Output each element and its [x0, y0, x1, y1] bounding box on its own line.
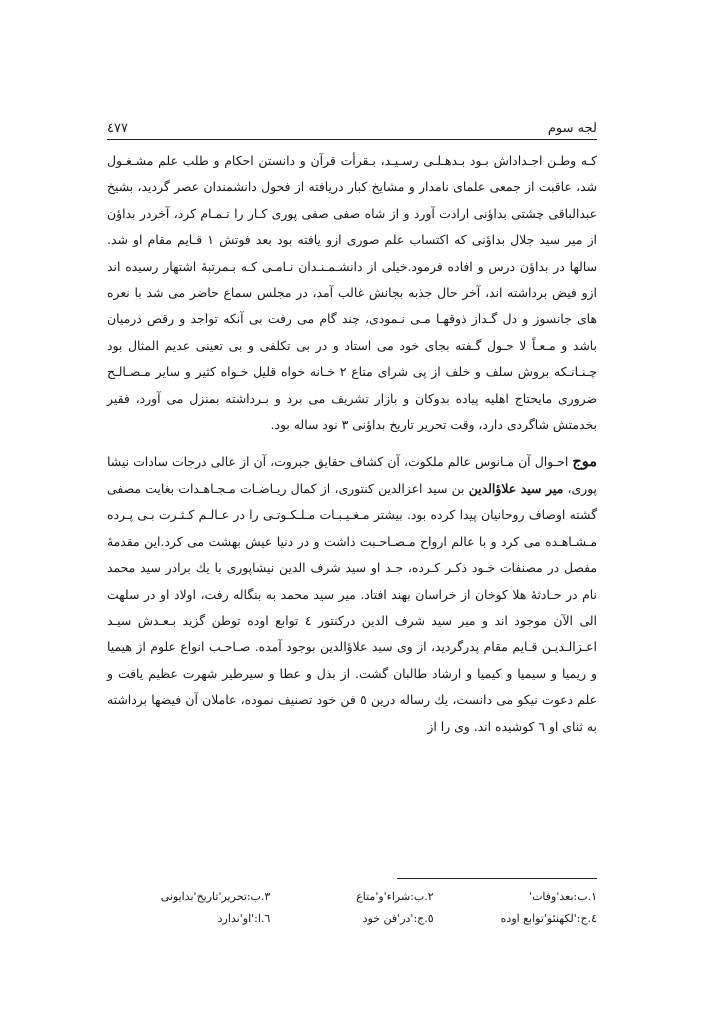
- header-rule: [107, 139, 597, 140]
- paragraph-2-rest: بن سيد اعزالدين كنتورى، از كمال ريـاضـات مـجـاهـدات بغايت مصفى گشته اوصاف روحانيان پيدا كرده بود. بيشتر مـغـيـبـات مـلـكـوتـى را در عـالـم كـثـرت بـى پـرده مـشـاهـده مى كرد و با عالم ارواح مـصـاحـبت داشت و در دنيا عيش بهشت مى كرد.اين مقدمهٔ مفصل در مصنفات خـود ذكـر كـرده، جـد او سيد شرف الدين نيشاپورى با يك برادر سيد محمد نام در حـادثهٔ هلا كوخان از خراسان بهند افتاد. مير سيد محمد به بنگاله رفت، اولاد او در سلهت الى الآن موجود اند و مير سيد شرف الدين دركنتور ٤ توابع اوده توطن گزيد بـعـدش سيـد اعـزالـديـن قـايم مقام پدرگرديد، از وى سيد علاؤالدين بوجود آمده. صـاحـب انواع علوم از هيميا و ريميا و سيميا و كيميا و ارشاد طالبان گشت. از بذل و عطا و سيرطير شهرت عظيم يافت و علم دعوت نيكو مى دانست، يك رساله درين ٥ فن خود تصنيف نموده، عاملان آن فيضها برداشته به ثناى او ٦ كوشيده اند. وى را از: [107, 480, 597, 734]
- paragraph-2-intro: احـوال آن مـانوس عالم ملكوت، آن كشاف حقايق جبروت، آن از عالى درجات سادات نيشا پورى،: [107, 454, 597, 496]
- page-number: ٤٧٧: [107, 121, 128, 136]
- footnote-row: [107, 908, 597, 930]
- footnote: ٦.ا:'او'ندارد: [217, 912, 271, 925]
- footnote-rule: [397, 878, 597, 879]
- highlighted-name: مير سيد علاؤالدين: [468, 480, 564, 496]
- footnote: ٤.ج:'لكهنئو'توابع اوده: [500, 912, 597, 925]
- footnote-row: [107, 886, 597, 908]
- paragraph-2: [107, 449, 597, 739]
- footnote: ١.ب:بعد'وفات': [529, 890, 597, 903]
- paragraph-lead-word: موج: [572, 453, 597, 471]
- footnote: ٥.ج:'در'فن خود: [362, 912, 434, 925]
- running-title: لجه سوم: [547, 121, 597, 136]
- main-text: [107, 148, 597, 740]
- page-header: [107, 112, 597, 136]
- footnotes: [107, 886, 597, 930]
- footnote: ٣.ب:تحرير'تاريخ'بدايونى: [160, 890, 271, 903]
- footnote: ٢.ب:شراء'و'متاع: [356, 890, 434, 903]
- paragraph-1: كـه وطـن اجـداداش بـود بـدهـلـى رسـيـد، بـقرأت قرآن و دانستن احكام و طلب علم مشـغـول شد، عاقبت از جمعى علماى نامدار و مشايخ كبار دريافته از فحول دانشمندان عصر گرديد، بشيخ عبدالباقى چشتى بداؤنى ارادت آورد و از شاه صفى صفى پورى كـار را تـمـام كرد، آخردر بداؤن از مير سيد جلال بداؤنى كه اكتساب علم صورى ازو يافته بود بعد فوتش ١ قـايم مقام او شد. سالها در بداؤن درس و افاده فرمود.خيلى از دانشـمـنـدان نـامـى كـه بـمرتبهٔ اشتهار رسيده اند ازو فيض برداشته اند، آخر حال جذبه بجانش غالب آمد، در مجلس سماع حاضر مى شد با نعره هاى جانسوز و دل گـداز ذوقهـا مـى نـمودى، چند گام مى رفت بى آنكه تواجد و رقص درميان باشد و مـعـاً لا حـول گـفته بجاى خود مى استاد و در بى تكلفى و بى تعينى عديم المثال بود چـنـانـكه بروش سلف و خلف از پى شراى متاع ٢ خـانه خواه قليل خـواه كثير و ساير مـصـالـح ضرورى مايحتاج اهليه پياده بدوكان و بازار تشريف مى برد و بـرداشته بمنزل مى آورد، فقير بخدمتش شاگردى دارد، وقت تحرير تاريخ بداؤنى ٣ نود ساله بود.: [107, 153, 597, 433]
